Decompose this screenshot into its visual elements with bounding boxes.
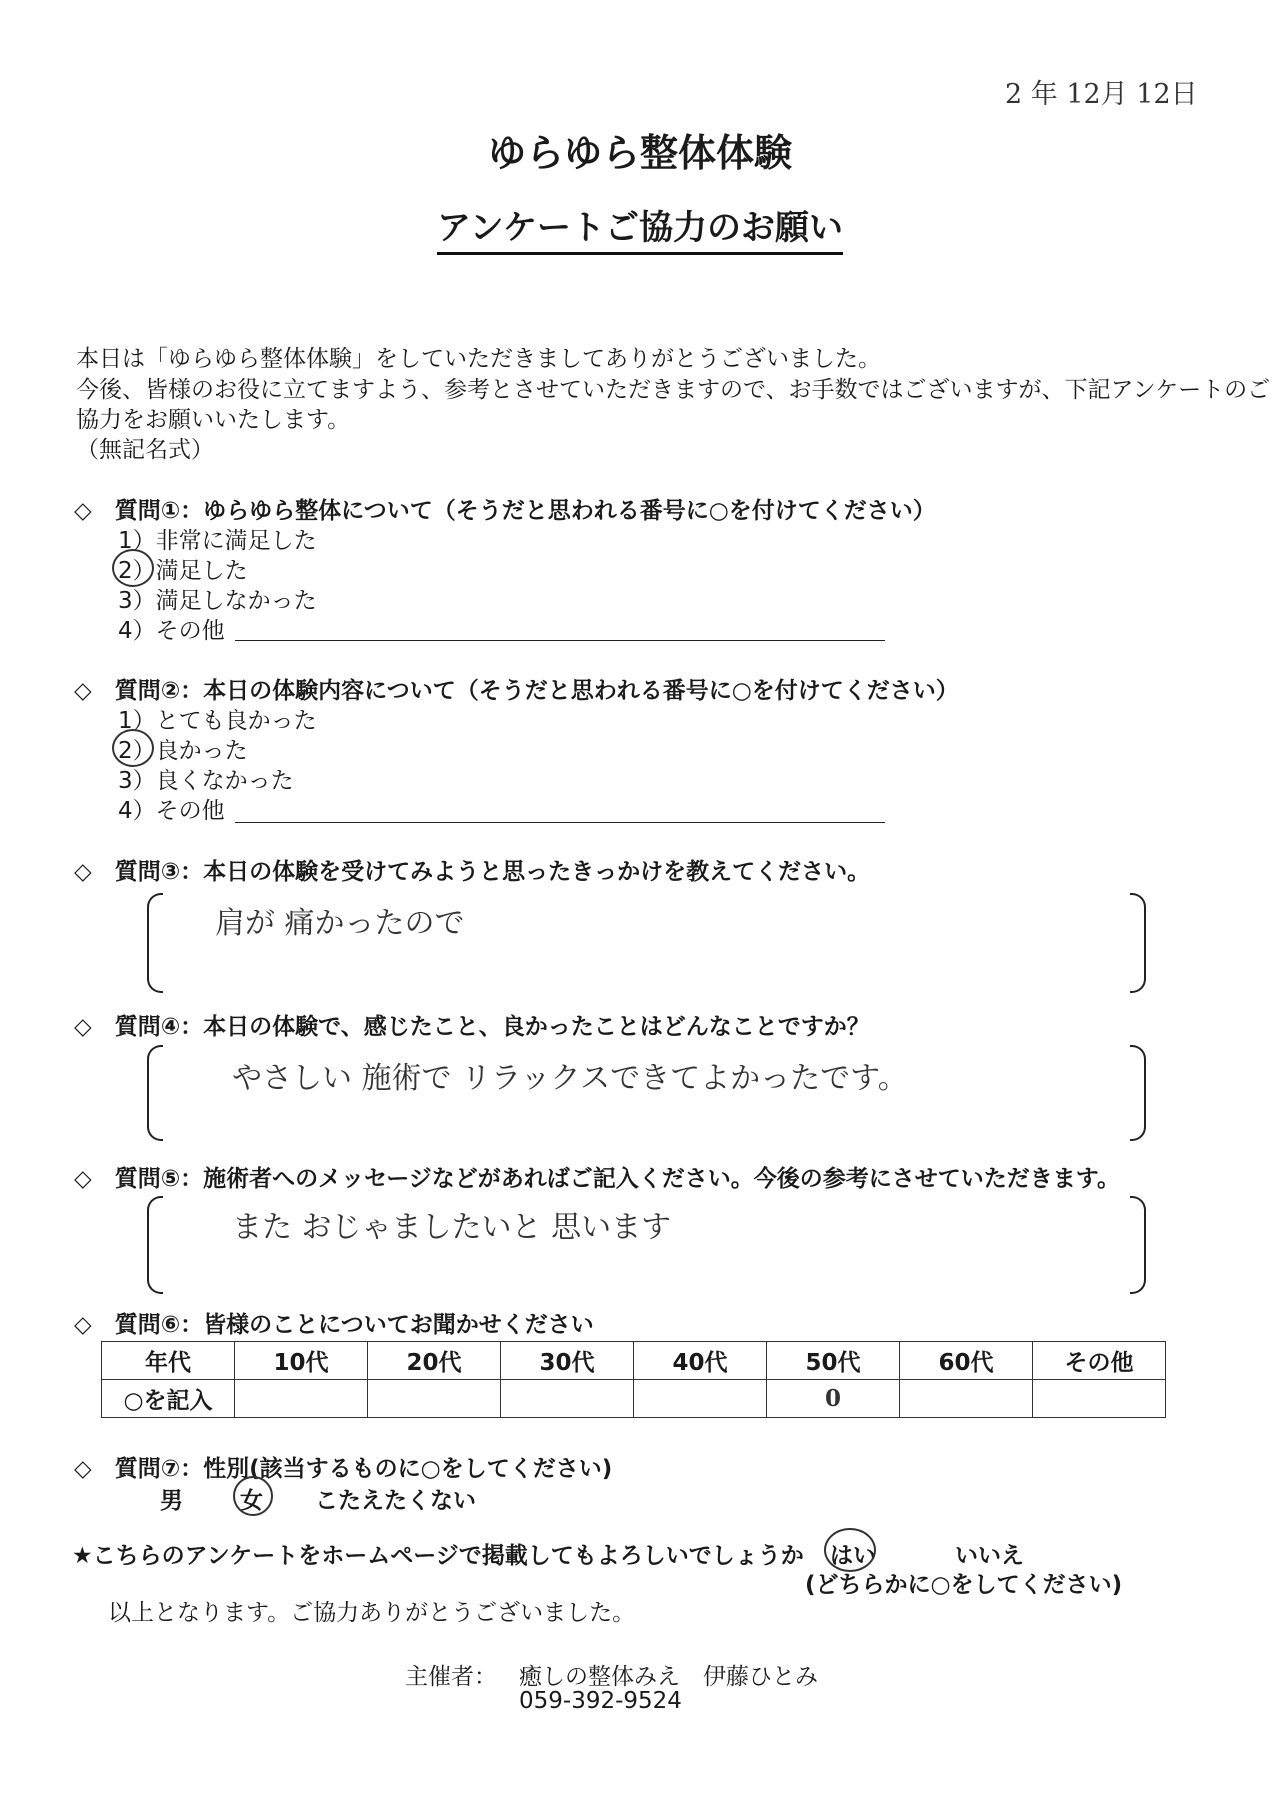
age-mark-cell-50s[interactable]: 0 xyxy=(767,1380,900,1418)
organizer-label: 主催者： xyxy=(405,1664,497,1690)
gender-option-no-answer[interactable]: こたえたくない xyxy=(315,1488,476,1514)
age-mark-cell-60s[interactable] xyxy=(900,1380,1033,1418)
q5-bracket-left xyxy=(147,1196,163,1294)
intro-line-3: 協力をお願いいたします。 xyxy=(76,407,351,433)
intro-line-2: 今後、皆様のお役に立てますよう、参考とさせていただきますので、お手数ではございますが、下記アンケートのご xyxy=(76,377,1271,403)
intro-line-4: （無記名式） xyxy=(76,437,214,463)
age-mark-cell-40s[interactable] xyxy=(634,1380,767,1418)
q5-label: ◇ 質問⑤：施術者へのメッセージなどがあればご記入ください。今後の参考にさせていただきます。 xyxy=(74,1166,1120,1192)
q2-other-line[interactable] xyxy=(235,822,885,823)
age-mark-cell-30s[interactable] xyxy=(501,1380,634,1418)
q2-option-2[interactable]: 2）良かった xyxy=(118,738,248,764)
age-header-cell: 10代 xyxy=(235,1342,368,1380)
form-subtitle xyxy=(0,200,1280,249)
age-header-cell: 年代 xyxy=(102,1342,235,1380)
q1-other-line[interactable] xyxy=(235,640,885,641)
gender-selection-circle xyxy=(233,1476,273,1516)
age-mark-cell-10s[interactable] xyxy=(235,1380,368,1418)
age-mark-row xyxy=(102,1380,1166,1418)
gender-option-female[interactable]: 女 xyxy=(240,1488,263,1514)
q2-option-3[interactable]: 3）良くなかった xyxy=(118,768,294,794)
q3-answer[interactable]: 肩が 痛かったので xyxy=(215,906,465,941)
publish-question: ★こちらのアンケートをホームページで掲載してもよろしいでしょうか xyxy=(72,1543,804,1569)
q4-bracket-right xyxy=(1130,1045,1146,1141)
form-date: 2 年 12月 12日 xyxy=(1005,79,1198,110)
q2-label: ◇ 質問②：本日の体験内容について（そうだと思われる番号に○を付けてください） xyxy=(74,678,959,704)
q1-option-2[interactable]: 2）満足した xyxy=(118,558,248,584)
q1-option-3[interactable]: 3）満足しなかった xyxy=(118,588,317,614)
gender-option-male[interactable]: 男 xyxy=(160,1488,183,1514)
age-header-row xyxy=(102,1342,1166,1380)
organizer-phone: 059-392-9524 xyxy=(519,1688,682,1714)
q3-bracket-right xyxy=(1130,893,1146,993)
q5-bracket-right xyxy=(1130,1196,1146,1294)
q6-label: ◇ 質問⑥：皆様のことについてお聞かせください xyxy=(74,1312,594,1338)
q3-label: ◇ 質問③：本日の体験を受けてみようと思ったきっかけを教えてください。 xyxy=(74,859,871,885)
age-header-cell: その他 xyxy=(1033,1342,1166,1380)
age-row-label: ○を記入 xyxy=(102,1380,235,1418)
age-header-cell: 30代 xyxy=(501,1342,634,1380)
age-header-cell: 60代 xyxy=(900,1342,1033,1380)
age-table xyxy=(101,1341,1166,1418)
q3-bracket-left xyxy=(147,893,163,993)
organizer-name: 癒しの整体みえ 伊藤ひとみ xyxy=(519,1664,818,1690)
q4-answer[interactable]: やさしい 施術で リラックスできてよかったです。 xyxy=(232,1061,908,1096)
age-mark-cell-other[interactable] xyxy=(1033,1380,1166,1418)
q4-label: ◇ 質問④：本日の体験で、感じたこと、良かったことはどんなことですか？ xyxy=(74,1014,870,1040)
publish-note: (どちらかに○をしてください) xyxy=(805,1572,1123,1598)
q2-option-4[interactable]: 4）その他 xyxy=(118,798,225,824)
publish-yes[interactable]: はい xyxy=(830,1543,876,1569)
age-mark-cell-20s[interactable] xyxy=(368,1380,501,1418)
age-header-cell: 20代 xyxy=(368,1342,501,1380)
q1-option-4[interactable]: 4）その他 xyxy=(118,618,225,644)
age-header-cell: 50代 xyxy=(767,1342,900,1380)
publish-no[interactable]: いいえ xyxy=(955,1543,1024,1569)
form-title: ゆらゆら整体体験 xyxy=(487,131,792,175)
q1-option-1[interactable]: 1）非常に満足した xyxy=(118,528,317,554)
age-header-cell: 40代 xyxy=(634,1342,767,1380)
q4-bracket-left xyxy=(147,1045,163,1141)
q1-label: ◇ 質問①：ゆらゆら整体について（そうだと思われる番号に○を付けてください） xyxy=(74,498,936,524)
q2-option-1[interactable]: 1）とても良かった xyxy=(118,708,317,734)
q7-label: ◇ 質問⑦：性別(該当するものに○をしてください) xyxy=(74,1456,613,1482)
closing-text: 以上となります。ご協力ありがとうございました。 xyxy=(108,1600,636,1626)
intro-line-1: 本日は「ゆらゆら整体体験」をしていただきましてありがとうございました。 xyxy=(76,346,881,372)
form-subtitle-text: アンケートご協力のお願い xyxy=(437,208,843,255)
q5-answer[interactable]: また おじゃましたいと 思います xyxy=(232,1210,672,1245)
